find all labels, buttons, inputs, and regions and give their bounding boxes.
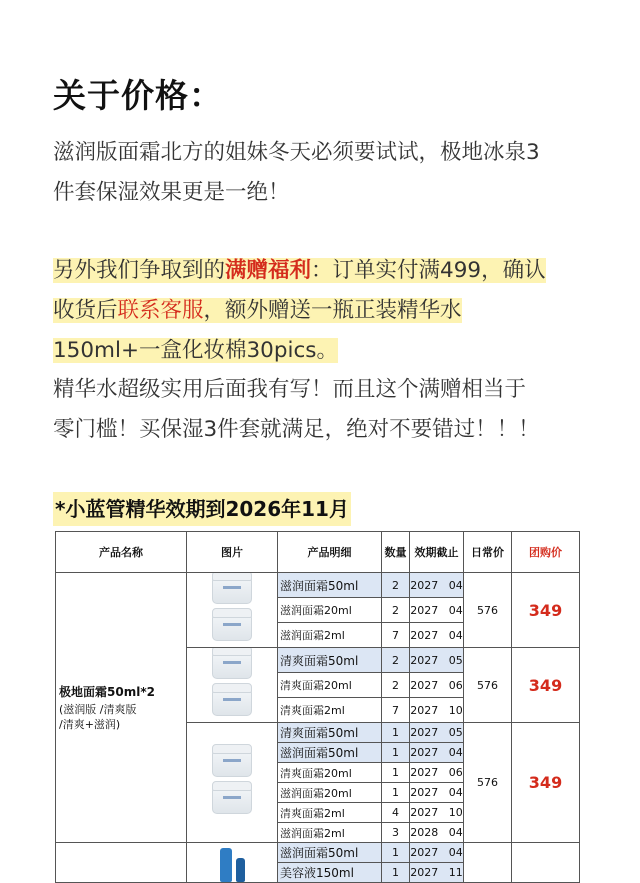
qty-cell: 1 xyxy=(382,723,410,743)
cream-jar-image xyxy=(212,786,252,814)
expiry-year: 2027 xyxy=(410,766,439,779)
group-price: 349 xyxy=(512,723,580,843)
product-name-cell xyxy=(56,573,187,843)
table-row xyxy=(56,573,580,598)
expiry-year: 2027 xyxy=(410,678,439,692)
detail-cell: 清爽面霜20ml xyxy=(278,763,382,783)
note-line-2: 零门槛！买保湿3件套就满足，绝对不要错过！！！ xyxy=(53,417,540,442)
qty-cell: 1 xyxy=(382,783,410,803)
group-price: 349 xyxy=(512,573,580,648)
header-daily-price: 日常价 xyxy=(464,532,512,573)
detail-cell: 清爽面霜20ml xyxy=(278,673,382,698)
expiry-cell xyxy=(410,823,464,843)
expiry-year: 2027 xyxy=(410,746,439,759)
expiry-year: 2027 xyxy=(410,703,439,717)
expiry-month: 10 xyxy=(448,806,463,819)
expiry-month: 05 xyxy=(448,653,463,667)
detail-cell: 滋润面霜2ml xyxy=(278,823,382,843)
table-header-row xyxy=(56,532,580,573)
cream-jar-image xyxy=(212,613,252,641)
daily-price-empty xyxy=(464,843,512,883)
qty-cell: 3 xyxy=(382,823,410,843)
daily-price: 576 xyxy=(464,648,512,723)
expiry-year: 2028 xyxy=(410,826,439,839)
header-product-name: 产品名称 xyxy=(56,532,187,573)
expiry-month: 04 xyxy=(448,826,463,839)
expiry-month: 04 xyxy=(448,628,463,642)
expiry-month: 05 xyxy=(448,726,463,739)
expiry-year: 2027 xyxy=(410,806,439,819)
detail-cell: 滋润面霜2ml xyxy=(278,623,382,648)
detail-cell: 滋润面霜50ml xyxy=(278,743,382,763)
expiry-cell xyxy=(410,698,464,723)
expiry-year: 2027 xyxy=(410,866,439,879)
qty-cell: 7 xyxy=(382,623,410,648)
expiry-cell xyxy=(410,648,464,673)
section-heading: 关于价格： xyxy=(53,76,223,115)
detail-cell: 清爽面霜50ml xyxy=(278,723,382,743)
header-qty: 数量 xyxy=(382,532,410,573)
group-price: 349 xyxy=(512,648,580,723)
expiry-month: 06 xyxy=(448,766,463,779)
expiry-month: 04 xyxy=(448,603,463,617)
detail-cell: 滋润面霜20ml xyxy=(278,783,382,803)
expiry-month: 10 xyxy=(448,703,463,717)
gift-line2-post: ，额外赠送一瓶正装精华水 xyxy=(203,298,462,323)
expiry-cell xyxy=(410,863,464,883)
expiry-cell xyxy=(410,673,464,698)
expiry-cell xyxy=(410,573,464,598)
cream-jar-image xyxy=(212,651,252,679)
detail-cell: 滋润面霜50ml xyxy=(278,573,382,598)
intro-paragraph xyxy=(53,133,540,213)
qty-cell: 2 xyxy=(382,673,410,698)
qty-cell: 4 xyxy=(382,803,410,823)
expiry-month: 11 xyxy=(448,866,463,879)
qty-cell: 2 xyxy=(382,648,410,673)
product-table xyxy=(55,531,580,883)
product-image xyxy=(187,573,278,648)
gift-line-2 xyxy=(53,298,462,323)
serum-tube-image xyxy=(236,858,245,882)
group-price-empty xyxy=(512,843,580,883)
expiry-year: 2027 xyxy=(410,578,439,592)
header-image: 图片 xyxy=(187,532,278,573)
qty-cell: 1 xyxy=(382,743,410,763)
expiry-year: 2027 xyxy=(410,726,439,739)
product-name-cell-empty xyxy=(56,843,187,883)
table-row xyxy=(56,843,580,863)
expiry-year: 2027 xyxy=(410,846,439,859)
expiry-year: 2027 xyxy=(410,786,439,799)
detail-cell: 滋润面霜20ml xyxy=(278,598,382,623)
gift-highlight: 满赠福利 xyxy=(225,258,312,283)
expiry-year: 2027 xyxy=(410,628,439,642)
product-name: 极地面霜50ml*2 xyxy=(59,685,155,699)
detail-cell: 清爽面霜2ml xyxy=(278,803,382,823)
intro-line-1: 滋润版面霜北方的姐妹冬天必须要试试，极地冰泉3 xyxy=(53,140,540,165)
gift-line-1 xyxy=(53,258,546,283)
expiry-note: *小蓝管精华效期到2026年11月 xyxy=(53,492,351,526)
detail-cell: 滋润面霜50ml xyxy=(278,843,382,863)
expiry-month: 04 xyxy=(448,578,463,592)
header-expiry: 效期截止 xyxy=(410,532,464,573)
qty-cell: 1 xyxy=(382,863,410,883)
product-variant-1: (滋润版 /清爽版 xyxy=(59,703,137,716)
qty-cell: 2 xyxy=(382,573,410,598)
product-image xyxy=(187,648,278,723)
gift-mid-text: ：订单实付满499，确认 xyxy=(311,258,546,283)
expiry-month: 06 xyxy=(448,678,463,692)
expiry-month: 04 xyxy=(448,786,463,799)
detail-cell: 清爽面霜2ml xyxy=(278,698,382,723)
expiry-cell xyxy=(410,623,464,648)
daily-price: 576 xyxy=(464,573,512,648)
header-detail: 产品明细 xyxy=(278,532,382,573)
qty-cell: 1 xyxy=(382,763,410,783)
expiry-cell xyxy=(410,843,464,863)
cream-jar-image xyxy=(212,576,252,604)
cream-jar-image xyxy=(212,749,252,777)
expiry-cell xyxy=(410,783,464,803)
detail-cell: 美容液150ml xyxy=(278,863,382,883)
product-image xyxy=(187,843,278,883)
expiry-cell xyxy=(410,598,464,623)
product-variant-2: /清爽+滋润) xyxy=(59,718,121,731)
gift-pre-text: 另外我们争取到的 xyxy=(53,258,226,283)
intro-line-2: 件套保湿效果更是一绝！ xyxy=(53,180,290,205)
detail-cell: 清爽面霜50ml xyxy=(278,648,382,673)
expiry-month: 04 xyxy=(448,746,463,759)
gift-line-3: 150ml+一盒化妆棉30pics。 xyxy=(53,338,338,363)
expiry-cell xyxy=(410,743,464,763)
expiry-year: 2027 xyxy=(410,653,439,667)
serum-bottle-image xyxy=(220,848,232,882)
note-paragraph xyxy=(53,370,540,450)
note-line-1: 精华水超级实用后面我有写！而且这个满赠相当于 xyxy=(53,377,527,402)
header-group-price: 团购价 xyxy=(512,532,580,573)
expiry-cell xyxy=(410,763,464,783)
gift-line2-pre: 收货后 xyxy=(53,298,118,323)
contact-service-text: 联系客服 xyxy=(117,298,204,323)
gift-paragraph xyxy=(53,251,546,371)
product-image xyxy=(187,723,278,843)
qty-cell: 2 xyxy=(382,598,410,623)
qty-cell: 7 xyxy=(382,698,410,723)
daily-price: 576 xyxy=(464,723,512,843)
expiry-month: 04 xyxy=(448,846,463,859)
expiry-cell xyxy=(410,803,464,823)
qty-cell: 1 xyxy=(382,843,410,863)
cream-jar-image xyxy=(212,688,252,716)
expiry-cell xyxy=(410,723,464,743)
expiry-year: 2027 xyxy=(410,603,439,617)
